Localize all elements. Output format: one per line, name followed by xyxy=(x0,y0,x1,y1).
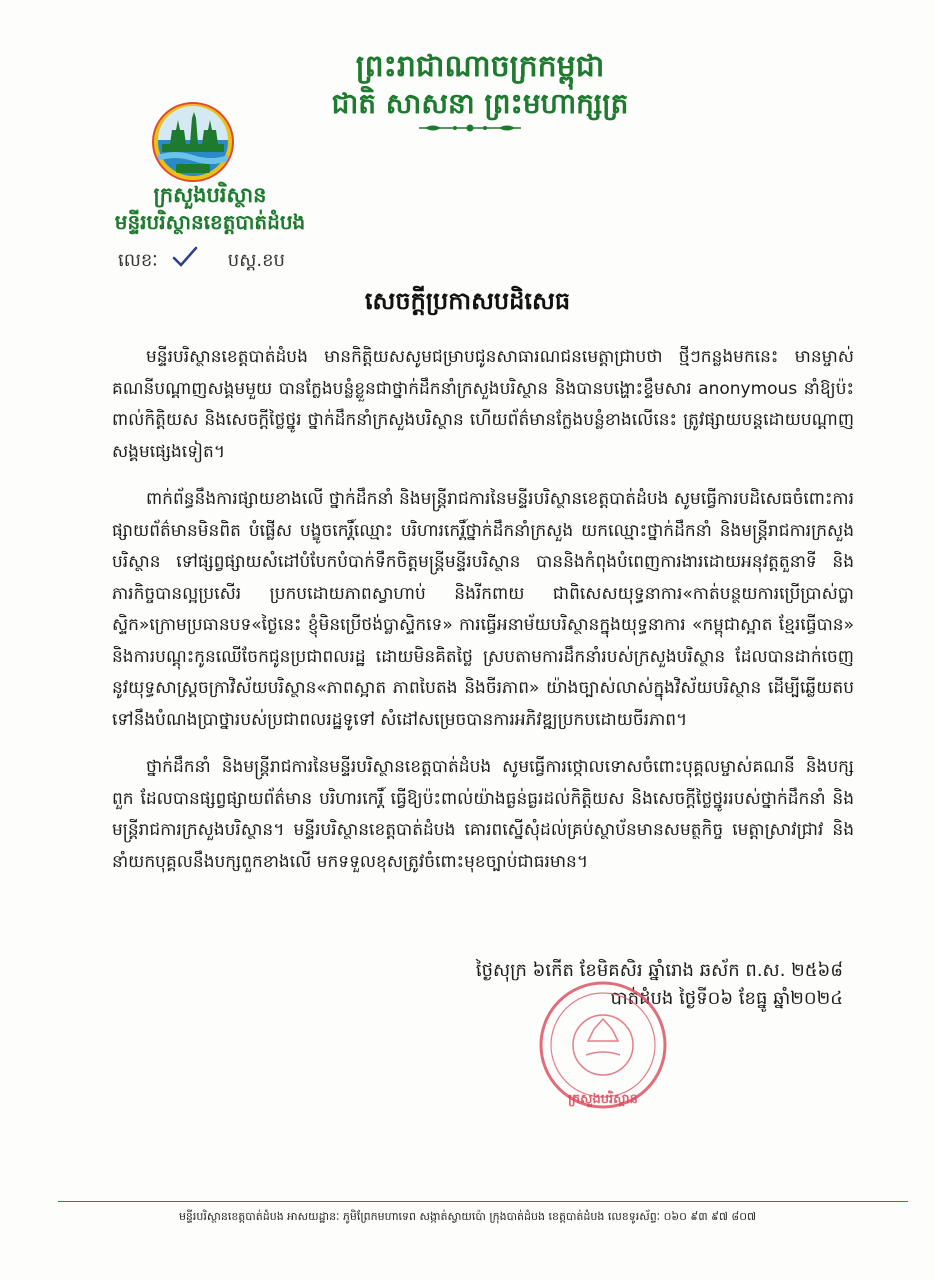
paragraph-2: ពាក់ព័ន្ធនឹងការផ្សាយខាងលើ ថ្នាក់ដឹកនាំ និងមន្ត្រីរាជការនៃមន្ទីរបរិស្ថានខេត្តបាត់ដំបង សូមធ្វើការបដិសេធចំពោះការផ្សាយព័ត៌មានមិនពិត បំផ្លើស បង្ខូចកេរ្តិ៍ឈ្មោះ បរិហារកេរ្តិ៍ថ្នាក់ដឹកនាំក្រសួង យកឈ្មោះថ្នាក់ដឹកនាំ និងមន្ត្រីរាជការក្រសួងបរិស្ថាន ទៅផ្សព្វផ្សាយសំដៅបំបែកបំបាក់ទឹកចិត្តមន្ត្រីមន្ទីរបរិស្ថាន បាននិងកំពុងបំពេញការងារដោយអនុវត្តតួនាទី និងភារកិច្ចបានល្អប្រសើរ ប្រកបដោយភាពស្វាហាប់ និងរីកពាយ ជាពិសេសយុទ្ធនាការ«កាត់បន្ថយការប្រើប្រាស់ប្លាស្ទិក»ក្រោមប្រធានបទ«ថ្ងៃនេះ ខ្ញុំមិនប្រើថង់ប្លាស្ទិកទេ» ការធ្វើអនាម័យបរិស្ថានក្នុងយុទ្ធនាការ «កម្ពុជាស្អាត ខ្មែរធ្វើបាន» និងការបណ្តុះកូនឈើចែកជូនប្រជាពលរដ្ឋ ដោយមិនគិតថ្លៃ ស្របតាមការដឹកនាំរបស់ក្រសួងបរិស្ថាន ដែលបានដាក់ចេញនូវយុទ្ធសាស្ត្រចក្រាវិស័យបរិស្ថាន«ភាពស្អាត ភាពបៃតង និងចីរភាព» យ៉ាងច្បាស់លាស់ក្នុងវិស័យបរិស្ថាន ដើម្បីឆ្លើយតបទៅនឹងបំណងប្រាថ្នារបស់ប្រជាពលរដ្ឋទូទៅ សំដៅសម្រេចបានការអភិវឌ្ឍប្រកបដោយចីរភាព។ xyxy=(112,489,854,730)
document-body xyxy=(112,342,854,894)
place-and-date: បាត់ដំបង ថ្ងៃទី០៦ ខែធ្នូ ឆ្នាំ២០២៤ xyxy=(610,988,843,1009)
paragraph-3: ថ្នាក់ដឹកនាំ និងមន្ត្រីរាជការនៃមន្ទីរបរិស្ថានខេត្តបាត់ដំបង សូមធ្វើការថ្កោលទោសចំពោះបុគ្គលម្ចាស់គណនី និងបក្សពួក ដែលបានផ្សព្វផ្សាយព័ត៌មាន បរិហារកេរ្តិ៍ ធ្វើឱ្យប៉ះពាល់យ៉ាងធ្ងន់ធ្ងរដល់កិត្តិយស និងសេចក្តីថ្លៃថ្នូររបស់ថ្នាក់ដឹកនាំ និងមន្ត្រីរាជការក្រសួងបរិស្ថាន។ មន្ទីរបរិស្ថានខេត្តបាត់ដំបង គោរពស្នើសុំដល់គ្រប់ស្ថាប័នមានសមត្ថកិច្ច មេត្តាស្រាវជ្រាវ និងនាំយកបុគ្គលនឹងបក្សពួកខាងលើ មកទទួលខុសត្រូវចំពោះមុខច្បាប់ជាធរមាន។ xyxy=(112,757,854,872)
letterhead-kingdom xyxy=(300,48,660,122)
lunar-date: ថ្ងៃសុក្រ ៦កើត ខែមិគសិរ ឆ្នាំរោង ឆស័ក ព.ស. ២៥៦៨ xyxy=(475,960,843,981)
checkmark-icon xyxy=(172,246,198,268)
reference-suffix: បស្ត.ខប xyxy=(227,250,285,271)
official-seal xyxy=(528,975,678,1115)
ornament-divider xyxy=(415,122,525,134)
reference-prefix: លេខៈ xyxy=(118,250,158,271)
issuing-authority xyxy=(80,182,340,236)
kingdom-title: ព្រះរាជាណាចក្រកម្ពុជា xyxy=(355,49,605,84)
footer-address: មន្ទីរបរិស្ថានខេត្តបាត់ដំបង អាសយដ្ឋានៈ ភូមិព្រែកមហាទេព សង្កាត់ស្វាយប៉ោ ក្រុងបាត់ដំបង ខេត្តបាត់ដំបង លេខទូរស័ព្ទៈ ០៦០ ៩៣ ៩៧ ៨០៧ xyxy=(178,1210,757,1223)
reference-number xyxy=(118,248,285,275)
ministry-logo xyxy=(150,100,236,184)
paragraph-1: មន្ទីរបរិស្ថានខេត្តបាត់ដំបង មានកិត្តិយសសូមជម្រាបជូនសាធារណជនមេត្តាជ្រាបថា ថ្មីៗកន្លងមកនេះ មានម្ចាស់គណនីបណ្តាញសង្គមមួយ បានក្លែងបន្លំខ្លួនជាថ្នាក់ដឹកនាំក្រសួងបរិស្ថាន និងបានបង្ហោះខ្ទឹមសារ anonymous នាំឱ្យប៉ះពាល់កិត្តិយស និងសេចក្តីថ្លៃថ្នូរ ថ្នាក់ដឹកនាំក្រសួងបរិស្ថាន ហើយព័ត៌មានក្លែងបន្លំខាងលើនេះ ត្រូវផ្សាយបន្តដោយបណ្តាញសង្គមផ្សេងទៀត។ xyxy=(112,347,854,462)
department-name: មន្ទីរបរិស្ថានខេត្តបាត់ដំបង xyxy=(114,210,306,234)
footer-divider xyxy=(58,1201,908,1202)
document-title: សេចក្ដីប្រកាសបដិសេធ xyxy=(364,286,571,315)
national-motto: ជាតិ សាសនា ព្រះមហាក្សត្រ xyxy=(331,87,629,120)
seal-label: ក្រសួងបរិស្ថាន xyxy=(568,1092,638,1107)
ministry-name: ក្រសួងបរិស្ថាន xyxy=(153,182,267,207)
